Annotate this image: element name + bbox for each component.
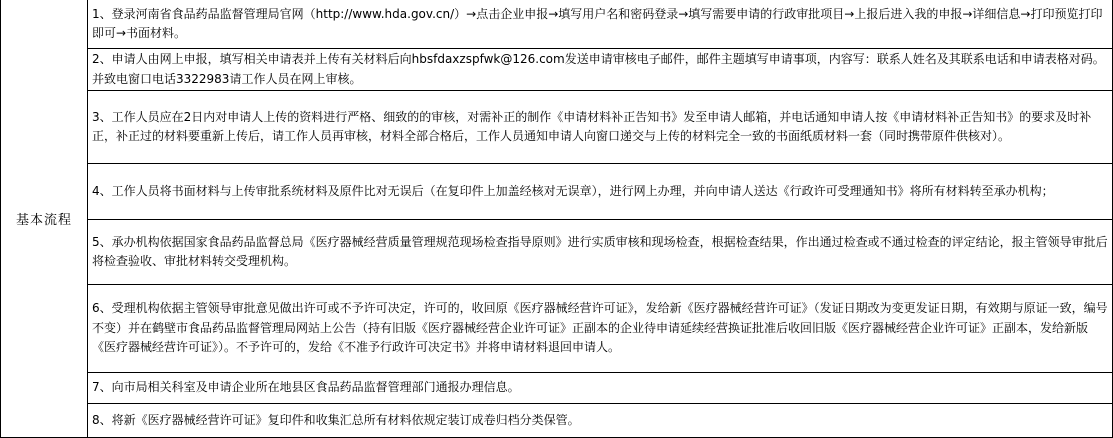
table-row — [1, 373, 1113, 404]
table-row — [1, 285, 1113, 373]
step-4-text: 4、工作人员将书面材料与上传审批系统材料及原件比对无误后（在复印件上加盖经核对无误章），进行网上办理，并向申请人送达《行政许可受理通知书》将所有材料转至承办机构； — [88, 164, 1113, 220]
step-3-text: 3、工作人员应在2日内对申请人上传的资料进行严格、细致的的审核，对需补正的制作《申请材料补正告知书》发至申请人邮箱，并电话通知申请人按《申请材料补正告知书》的要求及时补正，补正过的材料要重新上传后，请工作人员再审核，材料全部合格后，工作人员通知申请人向窗口递交与上传的材料完全一致的书面纸质材料一套（同时携带原件供核对）。 — [88, 91, 1113, 164]
step-7-text: 7、向市局相关科室及申请企业所在地县区食品药品监督管理部门通报办理信息。 — [88, 373, 1113, 404]
step-8-text: 8、将新《医疗器械经营许可证》复印件和收集汇总所有材料依规定装订成卷归档分类保管。 — [88, 404, 1113, 438]
table-row — [1, 164, 1113, 220]
table-row — [1, 404, 1113, 438]
step-5-text: 5、承办机构依据国家食品药品监督总局《医疗器械经营质量管理规范现场检查指导原则》进行实质审核和现场检查，根据检查结果，作出通过检查或不通过检查的评定结论，报主管领导审批后将检查验收、审批材料转交受理机构。 — [88, 220, 1113, 285]
step-1-text: 1、登录河南省食品药品监督管理局官网（http://www.hda.gov.cn/）→点击企业申报→填写用户名和密码登录→填写需要申请的行政审批项目→上报后进入我的申报→详细信息→打印预览打印即可→书面材料。 — [88, 0, 1113, 49]
section-label: 基本流程 — [1, 0, 88, 438]
step-2-text: 2、申请人由网上申报，填写相关申请表并上传有关材料后向hbsfdaxzspfwk@126.com发送申请审核电子邮件，邮件主题填写申请事项，内容写：联系人姓名及其联系电话和申请表格对码。并致电窗口电话3322983请工作人员在网上审核。 — [88, 49, 1113, 91]
table-row — [1, 220, 1113, 285]
table-row — [1, 0, 1113, 49]
table-row — [1, 91, 1113, 164]
table-row — [1, 49, 1113, 91]
step-6-text: 6、受理机构依据主管领导审批意见做出许可或不予许可决定，许可的，收回原《医疗器械经营许可证》，发给新《医疗器械经营许可证》（发证日期改为变更发证日期，有效期与原证一致，编号不变）并在鹤壁市食品药品监督管理局网站上公告（持有旧版《医疗器械经营企业许可证》正副本的企业待申请延续经营换证批准后收回旧版《医疗器械经营企业许可证》正副本，发给新版《医疗器械经营许可证》）。不予许可的，发给《不准予行政许可决定书》并将申请材料退回申请人。 — [88, 285, 1113, 373]
